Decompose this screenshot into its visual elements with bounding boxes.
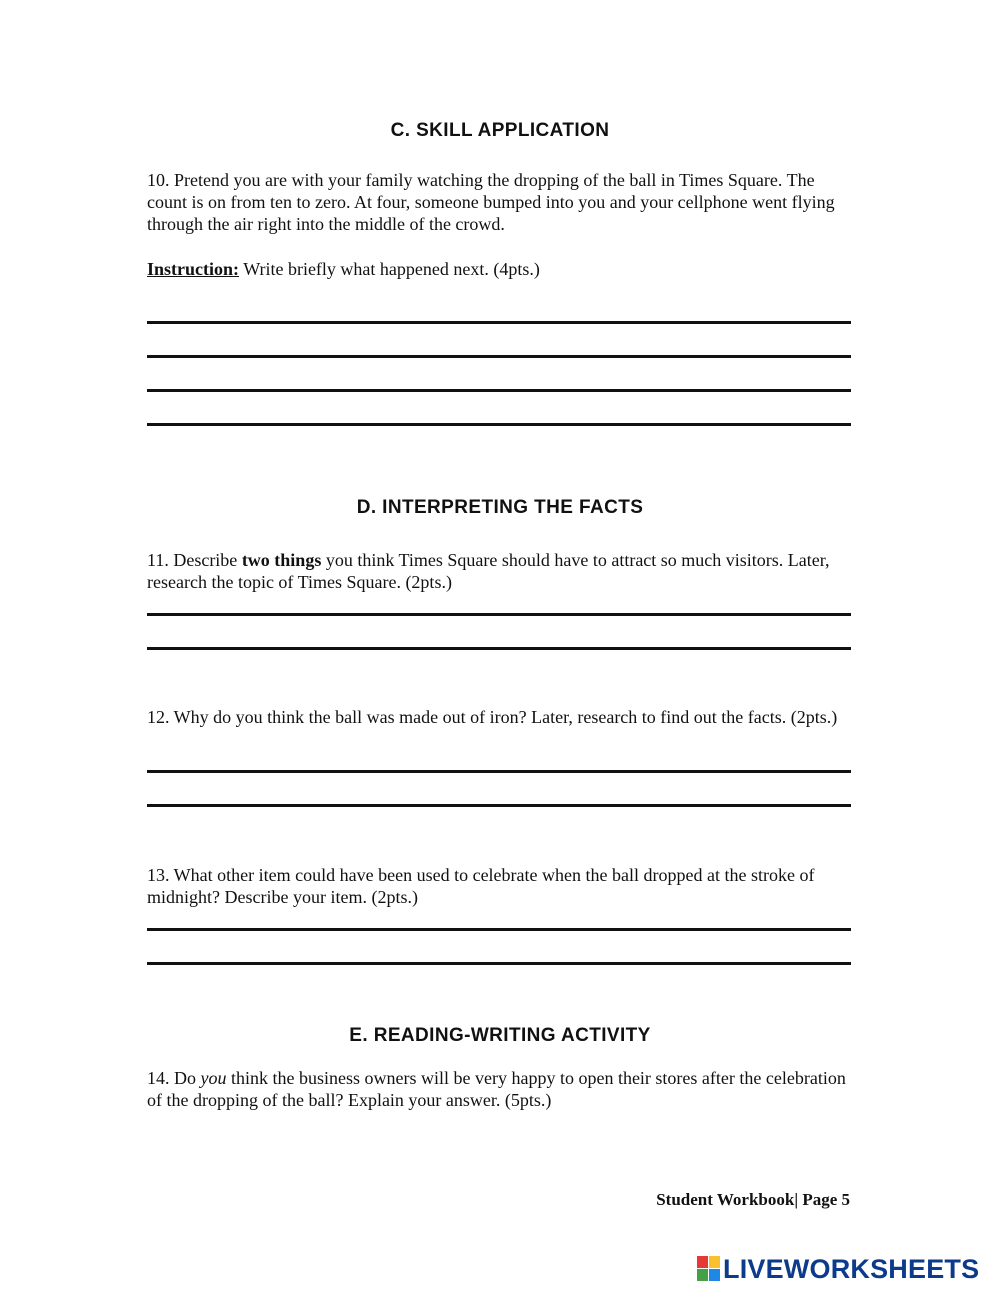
question-11-text (147, 549, 857, 593)
page-footer: Student Workbook| Page 5 (656, 1190, 850, 1209)
section-d-heading: D. INTERPRETING THE FACTS (356, 497, 644, 518)
answer-line-10-2[interactable] (147, 355, 851, 358)
liveworksheets-wordmark: LIVEWORKSHEETS (723, 1253, 980, 1284)
answer-line-12-2[interactable] (147, 804, 851, 807)
answer-line-10-3[interactable] (147, 389, 851, 392)
answer-line-12-1[interactable] (147, 770, 851, 773)
logo-tile-4 (709, 1269, 720, 1281)
section-c-heading: C. SKILL APPLICATION (390, 120, 610, 141)
question-14-text (147, 1067, 857, 1111)
instruction-text: Write briefly what happened next. (4pts.) (239, 259, 540, 279)
answer-line-11-2[interactable] (147, 647, 851, 650)
question-14-part1: 14. Do (147, 1068, 201, 1088)
question-14-italic: you (200, 1068, 227, 1088)
answer-line-13-1[interactable] (147, 928, 851, 931)
instruction-label: Instruction: (147, 259, 240, 279)
question-13-text: 13. What other item could have been used to celebrate when the ball dropped at the stroke of midnight? Describe your item. (2pts.) (147, 865, 815, 907)
question-11-bold: two things (241, 550, 322, 570)
logo-tile-2 (709, 1256, 720, 1268)
answer-line-11-1[interactable] (147, 613, 851, 616)
question-11-part1: 11. Describe (147, 550, 242, 570)
section-e-heading: E. READING-WRITING ACTIVITY (349, 1025, 651, 1046)
question-10-text: 10. Pretend you are with your family watching the dropping of the ball in Times Square. The count is on from ten to zero. At four, someone bumped into you and your cellphone went flying through the air right into the middle of the crowd. (147, 170, 835, 234)
logo-tile-1 (697, 1256, 708, 1268)
answer-line-10-4[interactable] (147, 423, 851, 426)
question-14-part2: think the business owners will be very happy to open their stores after the celebration of the dropping of the ball? Explain your answer. (5pts.) (147, 1068, 846, 1110)
logo-tile-3 (697, 1269, 708, 1281)
question-11-part2: you think Times Square should have to attract so much visitors. Later, research the topic of Times Square. (2pts.) (147, 550, 830, 592)
question-12-text: 12. Why do you think the ball was made out of iron? Later, research to find out the facts. (2pts.) (147, 707, 838, 727)
answer-line-10-1[interactable] (147, 321, 851, 324)
liveworksheets-brand[interactable] (697, 1254, 979, 1284)
liveworksheets-logo-icon (697, 1256, 721, 1282)
answer-line-13-2[interactable] (147, 962, 851, 965)
instruction (147, 258, 857, 280)
